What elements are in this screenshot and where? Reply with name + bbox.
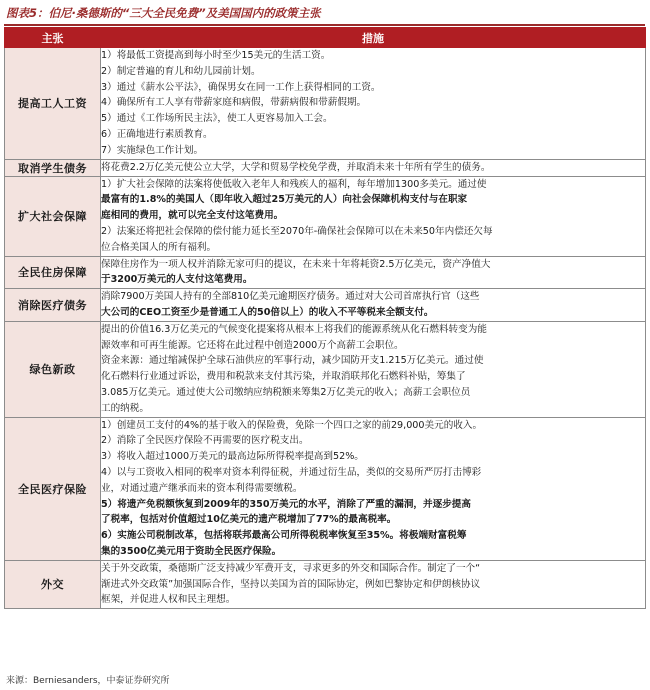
measure-line: 渐进式外交政策”加强国际合作，坚持以美国为首的国际协定，例如巴黎协定和伊朗核协议 bbox=[101, 578, 481, 590]
figure-title: 图表5：伯尼·桑德斯的“三大全民免费”及美国国内的政策主张 bbox=[6, 6, 321, 20]
table-row bbox=[5, 256, 646, 289]
measure-line: 5）通过《工作场所民主法》，使工人更容易加入工会。 bbox=[101, 113, 333, 125]
measure-line: 6）实施公司税制改革，包括将联邦最高公司所得税税率恢复至35%。将极端财富税筹 bbox=[101, 530, 467, 542]
measure-line: 集的3500亿美元用于资助全民医疗保险。 bbox=[101, 545, 282, 557]
row-measures bbox=[101, 256, 646, 289]
measure-line: 保障住房作为一项人权并消除无家可归的提议，在未来十年将耗资2.5万亿美元，资产净值大 bbox=[101, 258, 491, 270]
row-topic: 提高工人工资 bbox=[5, 48, 101, 160]
measure-line: 工的纳税。 bbox=[101, 402, 149, 414]
policy-table bbox=[4, 27, 646, 609]
row-topic: 全民住房保障 bbox=[5, 256, 101, 289]
measure-line: 6）正确地进行素质教育。 bbox=[101, 128, 213, 140]
title-divider bbox=[4, 24, 645, 26]
table-row bbox=[5, 176, 646, 256]
measure-line: 关于外交政策，桑德斯广泛支持减少军费开支，寻求更多的外交和国际合作。制定了一个“ bbox=[101, 562, 481, 574]
measure-line: 最富有的1.8%的美国人（即年收入超过25万美元的人）向社会保障机构支付与在职家 bbox=[101, 194, 468, 206]
row-measures bbox=[101, 560, 646, 608]
measure-line: 1）扩大社会保障的法案将使低收入老年人和残疾人的福利，每年增加1300多美元。通过使 bbox=[101, 178, 487, 190]
measure-line: 7）实施绿色工作计划。 bbox=[101, 144, 204, 156]
table-row bbox=[5, 48, 646, 160]
table-row bbox=[5, 159, 646, 176]
header-measures: 措施 bbox=[101, 28, 646, 48]
row-measures bbox=[101, 48, 646, 160]
measure-line: 3.085万亿美元。通过使大公司缴纳应纳税额来筹集2万亿美元的收入；高薪工会职位员 bbox=[101, 386, 471, 398]
measure-line: 3）通过《薪水公平法》，确保男女在同一工作上获得相同的工资。 bbox=[101, 81, 381, 93]
table-row bbox=[5, 289, 646, 322]
measure-line: 2）制定普遍的育儿和幼儿园前计划。 bbox=[101, 65, 261, 77]
row-topic: 消除医疗债务 bbox=[5, 289, 101, 322]
row-measures bbox=[101, 321, 646, 417]
measure-line: 位合格美国人的所有福利。 bbox=[101, 241, 217, 253]
measure-line: 庭相同的费用，就可以完全支付这笔费用。 bbox=[101, 210, 284, 222]
measure-line: 5）将遗产免税额恢复到2009年的350万美元的水平，消除了严重的漏洞，并逐步提高 bbox=[101, 498, 471, 510]
measure-line: 消除7900万美国人持有的全部810亿美元逾期医疗债务。通过对大公司首席执行官（这些 bbox=[101, 291, 480, 303]
measure-line: 业，对通过遗产继承而来的资本利得需要缴税。 bbox=[101, 482, 303, 494]
row-topic: 扩大社会保障 bbox=[5, 176, 101, 256]
measure-line: 大公司的CEO工资至少是普通工人的50倍以上）的收入不平等税来全额支付。 bbox=[101, 306, 434, 318]
header-topic: 主张 bbox=[5, 28, 101, 48]
row-topic: 绿色新政 bbox=[5, 321, 101, 417]
table-row bbox=[5, 417, 646, 560]
measure-line: 1）将最低工资提高到每小时至少15美元的生活工资。 bbox=[101, 50, 331, 61]
measure-line: 4）以与工资收入相同的税率对资本利得征税，并通过衍生品，类似的交易所严厉打击博彩 bbox=[101, 466, 482, 478]
row-measures bbox=[101, 289, 646, 322]
table-row bbox=[5, 560, 646, 608]
measure-line: 于3200万美元的人支付这笔费用。 bbox=[101, 274, 253, 286]
table-header-row bbox=[5, 28, 646, 48]
row-topic: 外交 bbox=[5, 560, 101, 608]
measure-line: 源效率和可再生能源。它还将在此过程中创造2000万个高薪工会职位。 bbox=[101, 339, 404, 351]
table-row bbox=[5, 321, 646, 417]
measure-line: 框架，并促进人权和民主理想。 bbox=[101, 594, 236, 606]
row-topic: 取消学生债务 bbox=[5, 159, 101, 176]
row-topic: 全民医疗保险 bbox=[5, 417, 101, 560]
measure-line: 2）消除了全民医疗保险不再需要的医疗税支出。 bbox=[101, 435, 309, 447]
measure-line: 将花费2.2万亿美元使公立大学，大学和贸易学校免学费，并取消未来十年所有学生的债务。 bbox=[101, 161, 491, 173]
row-measures bbox=[101, 417, 646, 560]
row-measures bbox=[101, 176, 646, 256]
measure-line: 2）法案还将把社会保障的偿付能力延长至2070年-确保社会保障可以在未来50年内偿还欠每 bbox=[101, 225, 493, 237]
measure-line: 化石燃料行业通过诉讼，费用和税款来支付其污染，并取消联邦化石燃料补贴，筹集了 bbox=[101, 371, 466, 383]
measure-line: 4）确保所有工人享有带薪家庭和病假，带薪病假和带薪假期。 bbox=[101, 97, 367, 109]
policy-table-body bbox=[5, 48, 646, 609]
measure-line: 资金来源：通过缩减保护全球石油供应的军事行动，减少国防开支1.215万亿美元。通过使 bbox=[101, 355, 484, 367]
measure-line: 了税率，包括对价值超过10亿美元的遗产税增加了77%的最高税率。 bbox=[101, 514, 397, 526]
measure-line: 提出的价值16.3万亿美元的气候变化提案将从根本上将我们的能源系统从化石燃料转变为能 bbox=[101, 323, 487, 335]
row-measures bbox=[101, 159, 646, 176]
measure-line: 1）创建员工支付的4%的基于收入的保险费，免除一个四口之家的前29,000美元的收入。 bbox=[101, 419, 483, 431]
measure-line: 3）将收入超过1000万美元的最高边际所得税率提高到52%。 bbox=[101, 451, 364, 463]
source-note: 来源：Berniesanders，中泰证券研究所 bbox=[6, 676, 170, 686]
